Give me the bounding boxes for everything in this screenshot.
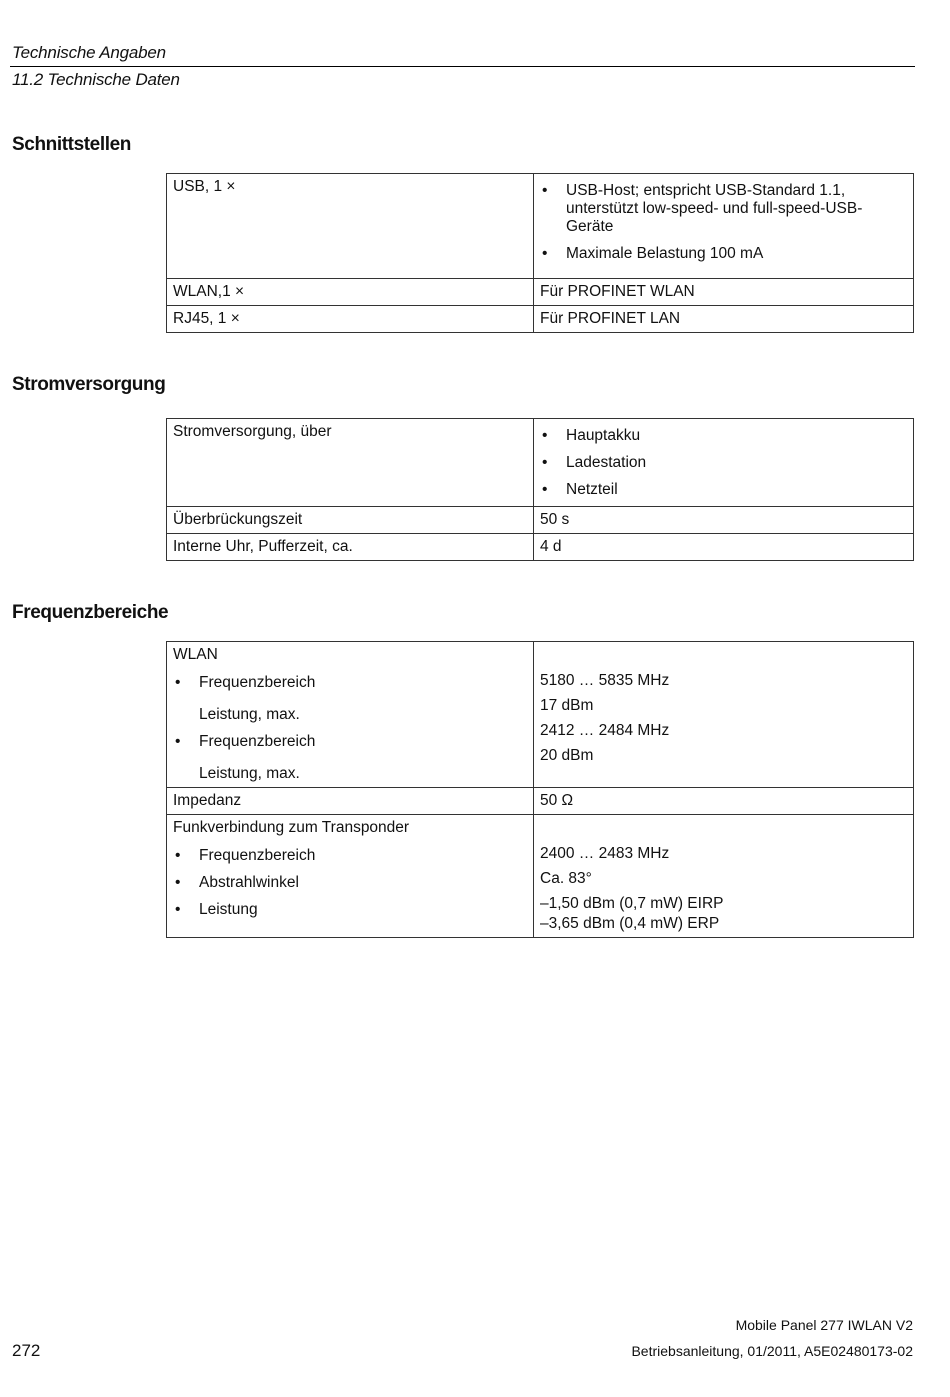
table-row — [167, 507, 914, 534]
spec-label: Impedanz — [167, 788, 534, 815]
sub-item: Leistung, max. — [199, 706, 300, 723]
spec-label: RJ45, 1 × — [167, 306, 534, 333]
list-item: • Frequenzbereich — [175, 733, 316, 750]
spec-value — [534, 642, 914, 788]
table-schnittstellen — [166, 173, 914, 333]
table-row — [167, 419, 914, 507]
spec-label: WLAN,1 × — [167, 279, 534, 306]
spec-label — [167, 815, 534, 938]
sub-item: Leistung, max. — [199, 765, 300, 782]
value-item: 20 dBm — [540, 747, 594, 764]
list-item: • Frequenzbereich — [175, 847, 316, 864]
table-row — [167, 642, 914, 788]
bullet-icon: • — [542, 245, 548, 262]
spec-value: 4 d — [534, 534, 914, 561]
list-item: • Ladestation — [542, 454, 647, 471]
spec-value: Für PROFINET LAN — [534, 306, 914, 333]
footer-document: Betriebsanleitung, 01/2011, A5E02480173-02 — [631, 1343, 913, 1359]
bullet-list — [173, 733, 527, 751]
spec-label: USB, 1 × — [167, 174, 534, 279]
list-item: • Leistung — [175, 901, 258, 918]
list-item: • USB-Host; entspricht USB-Standard 1.1, unterstützt low-speed- und full-speed-USB-Geräte — [542, 182, 863, 235]
spec-value: 50 Ω — [534, 788, 914, 815]
spec-value — [534, 419, 914, 507]
list-item: • Netzteil — [542, 481, 618, 498]
table-row — [167, 534, 914, 561]
value-list — [540, 672, 907, 765]
value-item: –3,65 dBm (0,4 mW) ERP — [540, 915, 720, 932]
table-frequenzbereiche — [166, 641, 914, 938]
list-item: • Frequenzbereich — [175, 674, 316, 691]
value-item: 2400 … 2483 MHz — [540, 845, 670, 862]
spec-value — [534, 174, 914, 279]
value-item: Ca. 83° — [540, 870, 592, 887]
spec-label — [167, 642, 534, 788]
bullet-icon: • — [175, 674, 181, 691]
value-item: 5180 … 5835 MHz — [540, 672, 670, 689]
list-item: • Abstrahlwinkel — [175, 874, 299, 891]
spec-value — [534, 815, 914, 938]
bullet-icon: • — [542, 182, 548, 199]
group-label: Funkverbindung zum Transponder — [173, 819, 410, 836]
spec-label: Interne Uhr, Pufferzeit, ca. — [167, 534, 534, 561]
bullet-icon: • — [542, 427, 548, 444]
table-row — [167, 279, 914, 306]
spec-value: Für PROFINET WLAN — [534, 279, 914, 306]
page-number: 272 — [12, 1341, 41, 1360]
bullet-list — [540, 427, 907, 499]
running-header-section: 11.2 Technische Daten — [12, 70, 180, 89]
bullet-icon: • — [542, 481, 548, 498]
bullet-icon: • — [175, 874, 181, 891]
bullet-list — [540, 182, 907, 263]
bullet-icon: • — [542, 454, 548, 471]
table-row — [167, 306, 914, 333]
spec-label: Überbrückungszeit — [167, 507, 534, 534]
table-row — [167, 815, 914, 938]
table-stromversorgung — [166, 418, 914, 561]
spec-label: Stromversorgung, über — [167, 419, 534, 507]
list-item: • Maximale Belastung 100 mA — [542, 245, 764, 262]
footer-product: Mobile Panel 277 IWLAN V2 — [735, 1317, 913, 1333]
table-row — [167, 174, 914, 279]
header-rule — [10, 66, 915, 67]
value-list — [540, 845, 907, 933]
section-title-stromversorgung: Stromversorgung — [12, 374, 166, 395]
bullet-list — [173, 847, 527, 919]
spec-value: 50 s — [534, 507, 914, 534]
value-item: –1,50 dBm (0,7 mW) EIRP — [540, 895, 724, 912]
bullet-icon: • — [175, 733, 181, 750]
value-item: 2412 … 2484 MHz — [540, 722, 670, 739]
running-header-chapter: Technische Angaben — [12, 43, 166, 62]
table-row — [167, 788, 914, 815]
bullet-list — [173, 674, 527, 692]
group-label: WLAN — [173, 646, 218, 663]
bullet-icon: • — [175, 901, 181, 918]
bullet-icon: • — [175, 847, 181, 864]
section-title-schnittstellen: Schnittstellen — [12, 134, 131, 155]
list-item: • Hauptakku — [542, 427, 641, 444]
value-item: 17 dBm — [540, 697, 594, 714]
section-title-frequenzbereiche: Frequenzbereiche — [12, 602, 169, 623]
